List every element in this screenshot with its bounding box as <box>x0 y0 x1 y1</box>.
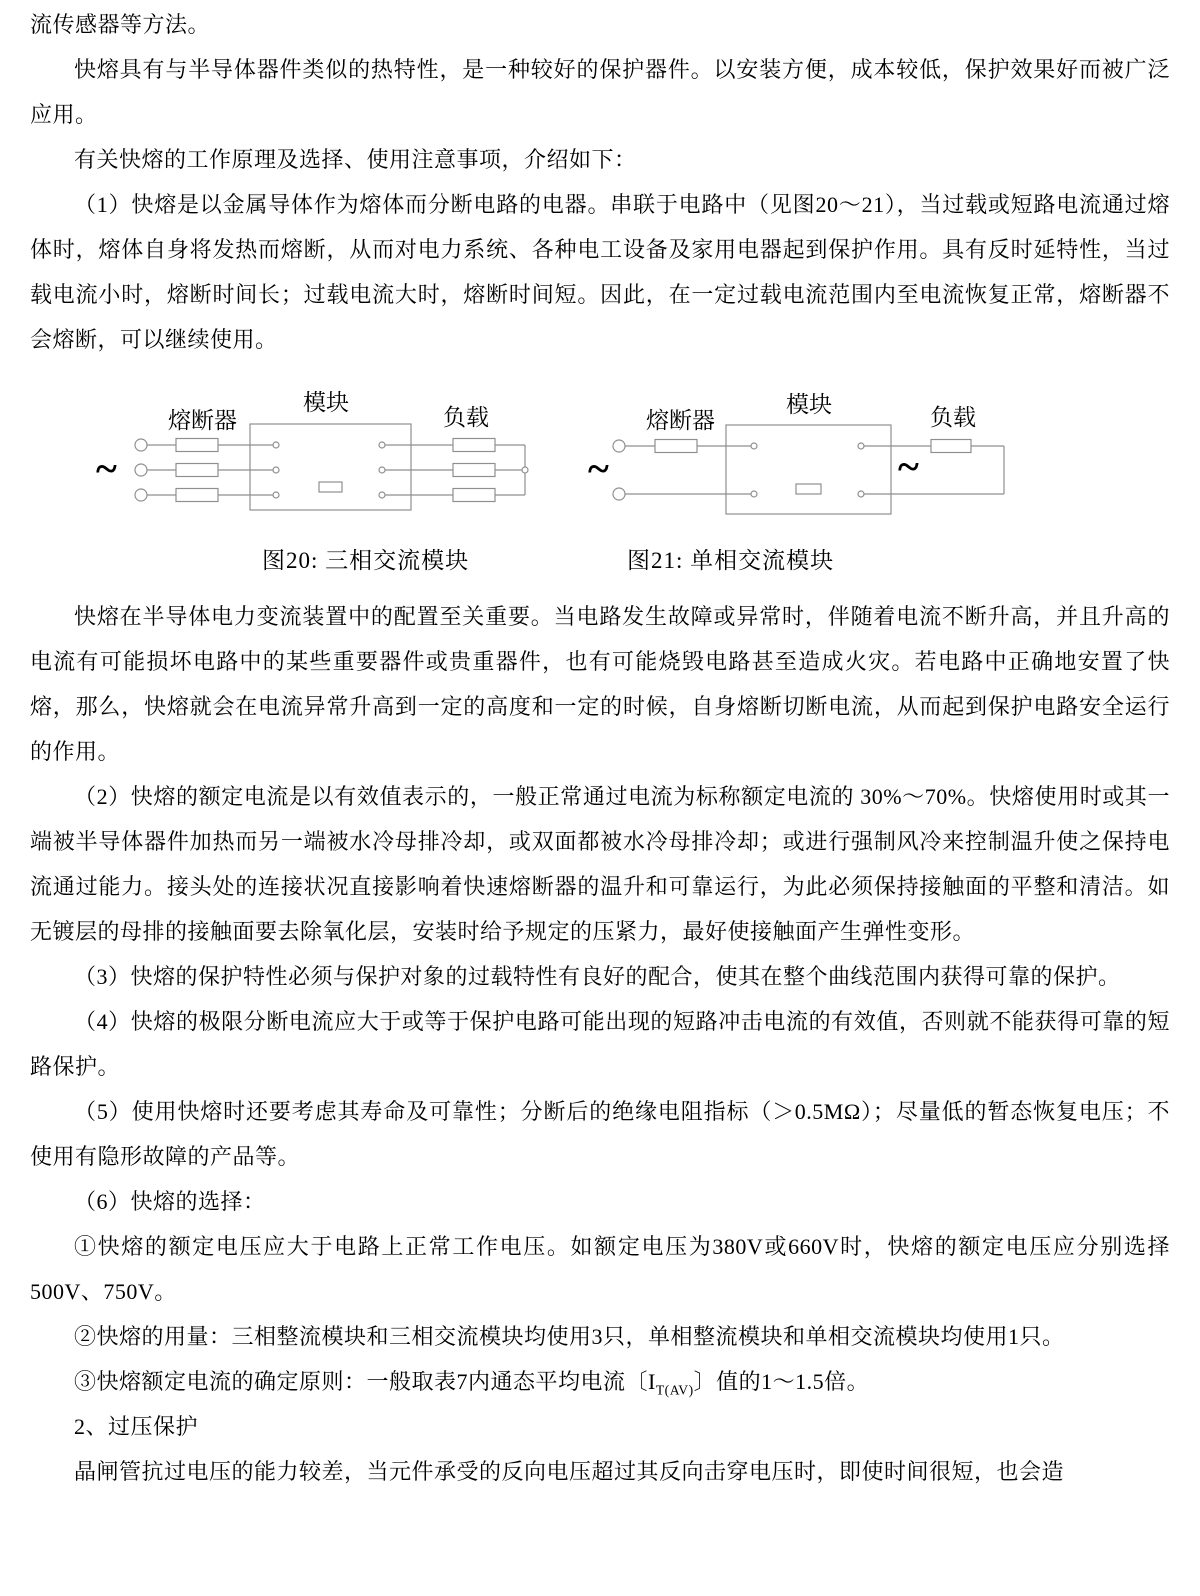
paragraph-carryover: 流传感器等方法。 <box>30 12 211 37</box>
load-label: 负载 <box>443 405 489 430</box>
terminal-dot <box>751 491 757 497</box>
input-terminal <box>135 439 147 451</box>
terminal-dot <box>273 492 279 498</box>
terminal-dot <box>273 467 279 473</box>
terminal-dot <box>379 467 385 473</box>
input-terminal <box>135 464 147 476</box>
load-label: 负载 <box>930 405 976 430</box>
input-terminal <box>613 488 625 500</box>
paragraph-importance: 快熔在半导体电力变流装置中的配置至关重要。当电路发生故障或异常时，伴随着电流不断升高，并且升高的电流有可能损坏电路中的某些重要器件或贵重器件，也有可能烧毁电路甚至造成火灾。若电路中正确地安置了快熔，那么，快熔就会在电流异常升高到一定的高度和一定的时候，自身熔断切断电流，从而起到保护电路安全运行的作用。 <box>30 604 1170 764</box>
paragraph-item-3: （3）快熔的保护特性必须与保护对象的过载特性有良好的配合，使其在整个曲线范围内获得可靠的保护。 <box>74 964 1121 989</box>
ac-source-icon: ~ <box>96 446 117 491</box>
module-label: 模块 <box>303 390 349 415</box>
terminal-dot <box>379 442 385 448</box>
terminal-dot <box>751 443 757 449</box>
rule-text-post: 〕值的1～1.5倍。 <box>693 1369 870 1394</box>
input-terminal <box>613 440 625 452</box>
terminal-dot <box>379 492 385 498</box>
section-heading-overvoltage: 2、过压保护 <box>74 1414 199 1439</box>
fuse-symbol <box>655 440 697 453</box>
fuse-label: 熔断器 <box>646 408 715 433</box>
load-resistor <box>453 489 495 502</box>
paragraph-selection-quantity: ②快熔的用量：三相整流模块和三相交流模块均使用3只，单相整流模块和单相交流模块均使用1只。 <box>74 1324 1065 1349</box>
load-resistor <box>453 439 495 452</box>
figure-row <box>30 362 1170 594</box>
rule-text-pre: ③快熔额定电流的确定原则：一般取表7内通态平均电流〔I <box>74 1369 656 1394</box>
ac-source-icon: ~ <box>588 446 609 491</box>
module-label: 模块 <box>786 392 832 417</box>
fuse-label: 熔断器 <box>168 408 237 433</box>
paragraph-item-1: （1）快熔是以金属导体作为熔体而分断电路的电器。串联于电路中（见图20～21），当过载或短路电流通过熔体时，熔体自身将发热而熔断，从而对电力系统、各种电工设备及家用电器起到保护作用。具有反时延特性，当过载电流小时，熔断时间长；过载电流大时，熔断时间短。因此，在一定过载电流范围内至电流恢复正常，熔断器不会熔断，可以继续使用。 <box>30 192 1170 352</box>
input-terminal <box>135 489 147 501</box>
paragraph-fuse-intro: 快熔具有与半导体器件类似的热特性，是一种较好的保护器件。以安装方便，成本较低，保护效果好而被广泛应用。 <box>30 57 1170 127</box>
module-box <box>726 425 891 514</box>
terminal-dot <box>522 467 528 473</box>
figure-caption: 图21: 单相交流模块 <box>627 548 835 573</box>
figure-single-phase-module-diagram <box>578 370 1018 540</box>
current-symbol-subscript: T(AV) <box>655 1382 694 1398</box>
fuse-symbol <box>176 464 218 477</box>
paragraph-item-2: （2）快熔的额定电流是以有效值表示的，一般正常通过电流为标称额定电流的 30%～70%。快熔使用时或其一端被半导体器件加热而另一端被水冷母排冷却，或双面都被水冷母排冷却；或进行强制风冷来控制温升使之保持电流通过能力。接头处的连接状况直接影响着快速熔断器的温升和可靠运行，为此必须保持接触面的平整和清洁。如无镀层的母排的接触面要去除氧化层，安装时给予规定的压紧力，最好使接触面产生弹性变形。 <box>30 784 1170 944</box>
module-inner-component <box>796 484 821 494</box>
load-resistor <box>931 440 971 453</box>
terminal-dot <box>273 442 279 448</box>
paragraph-item-4: （4）快熔的极限分断电流应大于或等于保护电路可能出现的短路冲击电流的有效值，否则就不能获得可靠的短路保护。 <box>30 1009 1170 1079</box>
terminal-dot <box>858 443 864 449</box>
figure-three-phase-module-diagram <box>88 370 548 540</box>
module-inner-component <box>319 482 342 492</box>
figure-caption: 图20: 三相交流模块 <box>262 548 470 573</box>
paragraph-selection-current-rule <box>30 1359 1170 1404</box>
paragraph-overview-lead: 有关快熔的工作原理及选择、使用注意事项，介绍如下： <box>74 147 637 172</box>
ac-output-icon: ~ <box>898 444 919 489</box>
fuse-symbol <box>176 439 218 452</box>
terminal-dot <box>858 491 864 497</box>
load-resistor <box>453 464 495 477</box>
paragraph-thyristor-overvoltage: 晶闸管抗过电压的能力较差，当元件承受的反向电压超过其反向击穿电压时，即使时间很短，也会造 <box>74 1459 1065 1484</box>
paragraph-selection-voltage: ①快熔的额定电压应大于电路上正常工作电压。如额定电压为380V或660V时，快熔的额定电压应分别选择500V、750V。 <box>30 1234 1170 1304</box>
fuse-symbol <box>176 489 218 502</box>
paragraph-item-5: （5）使用快熔时还要考虑其寿命及可靠性；分断后的绝缘电阻指标（＞0.5MΩ）；尽量低的暂态恢复电压；不使用有隐形故障的产品等。 <box>30 1099 1170 1169</box>
paragraph-item-6: （6）快熔的选择： <box>74 1189 266 1214</box>
